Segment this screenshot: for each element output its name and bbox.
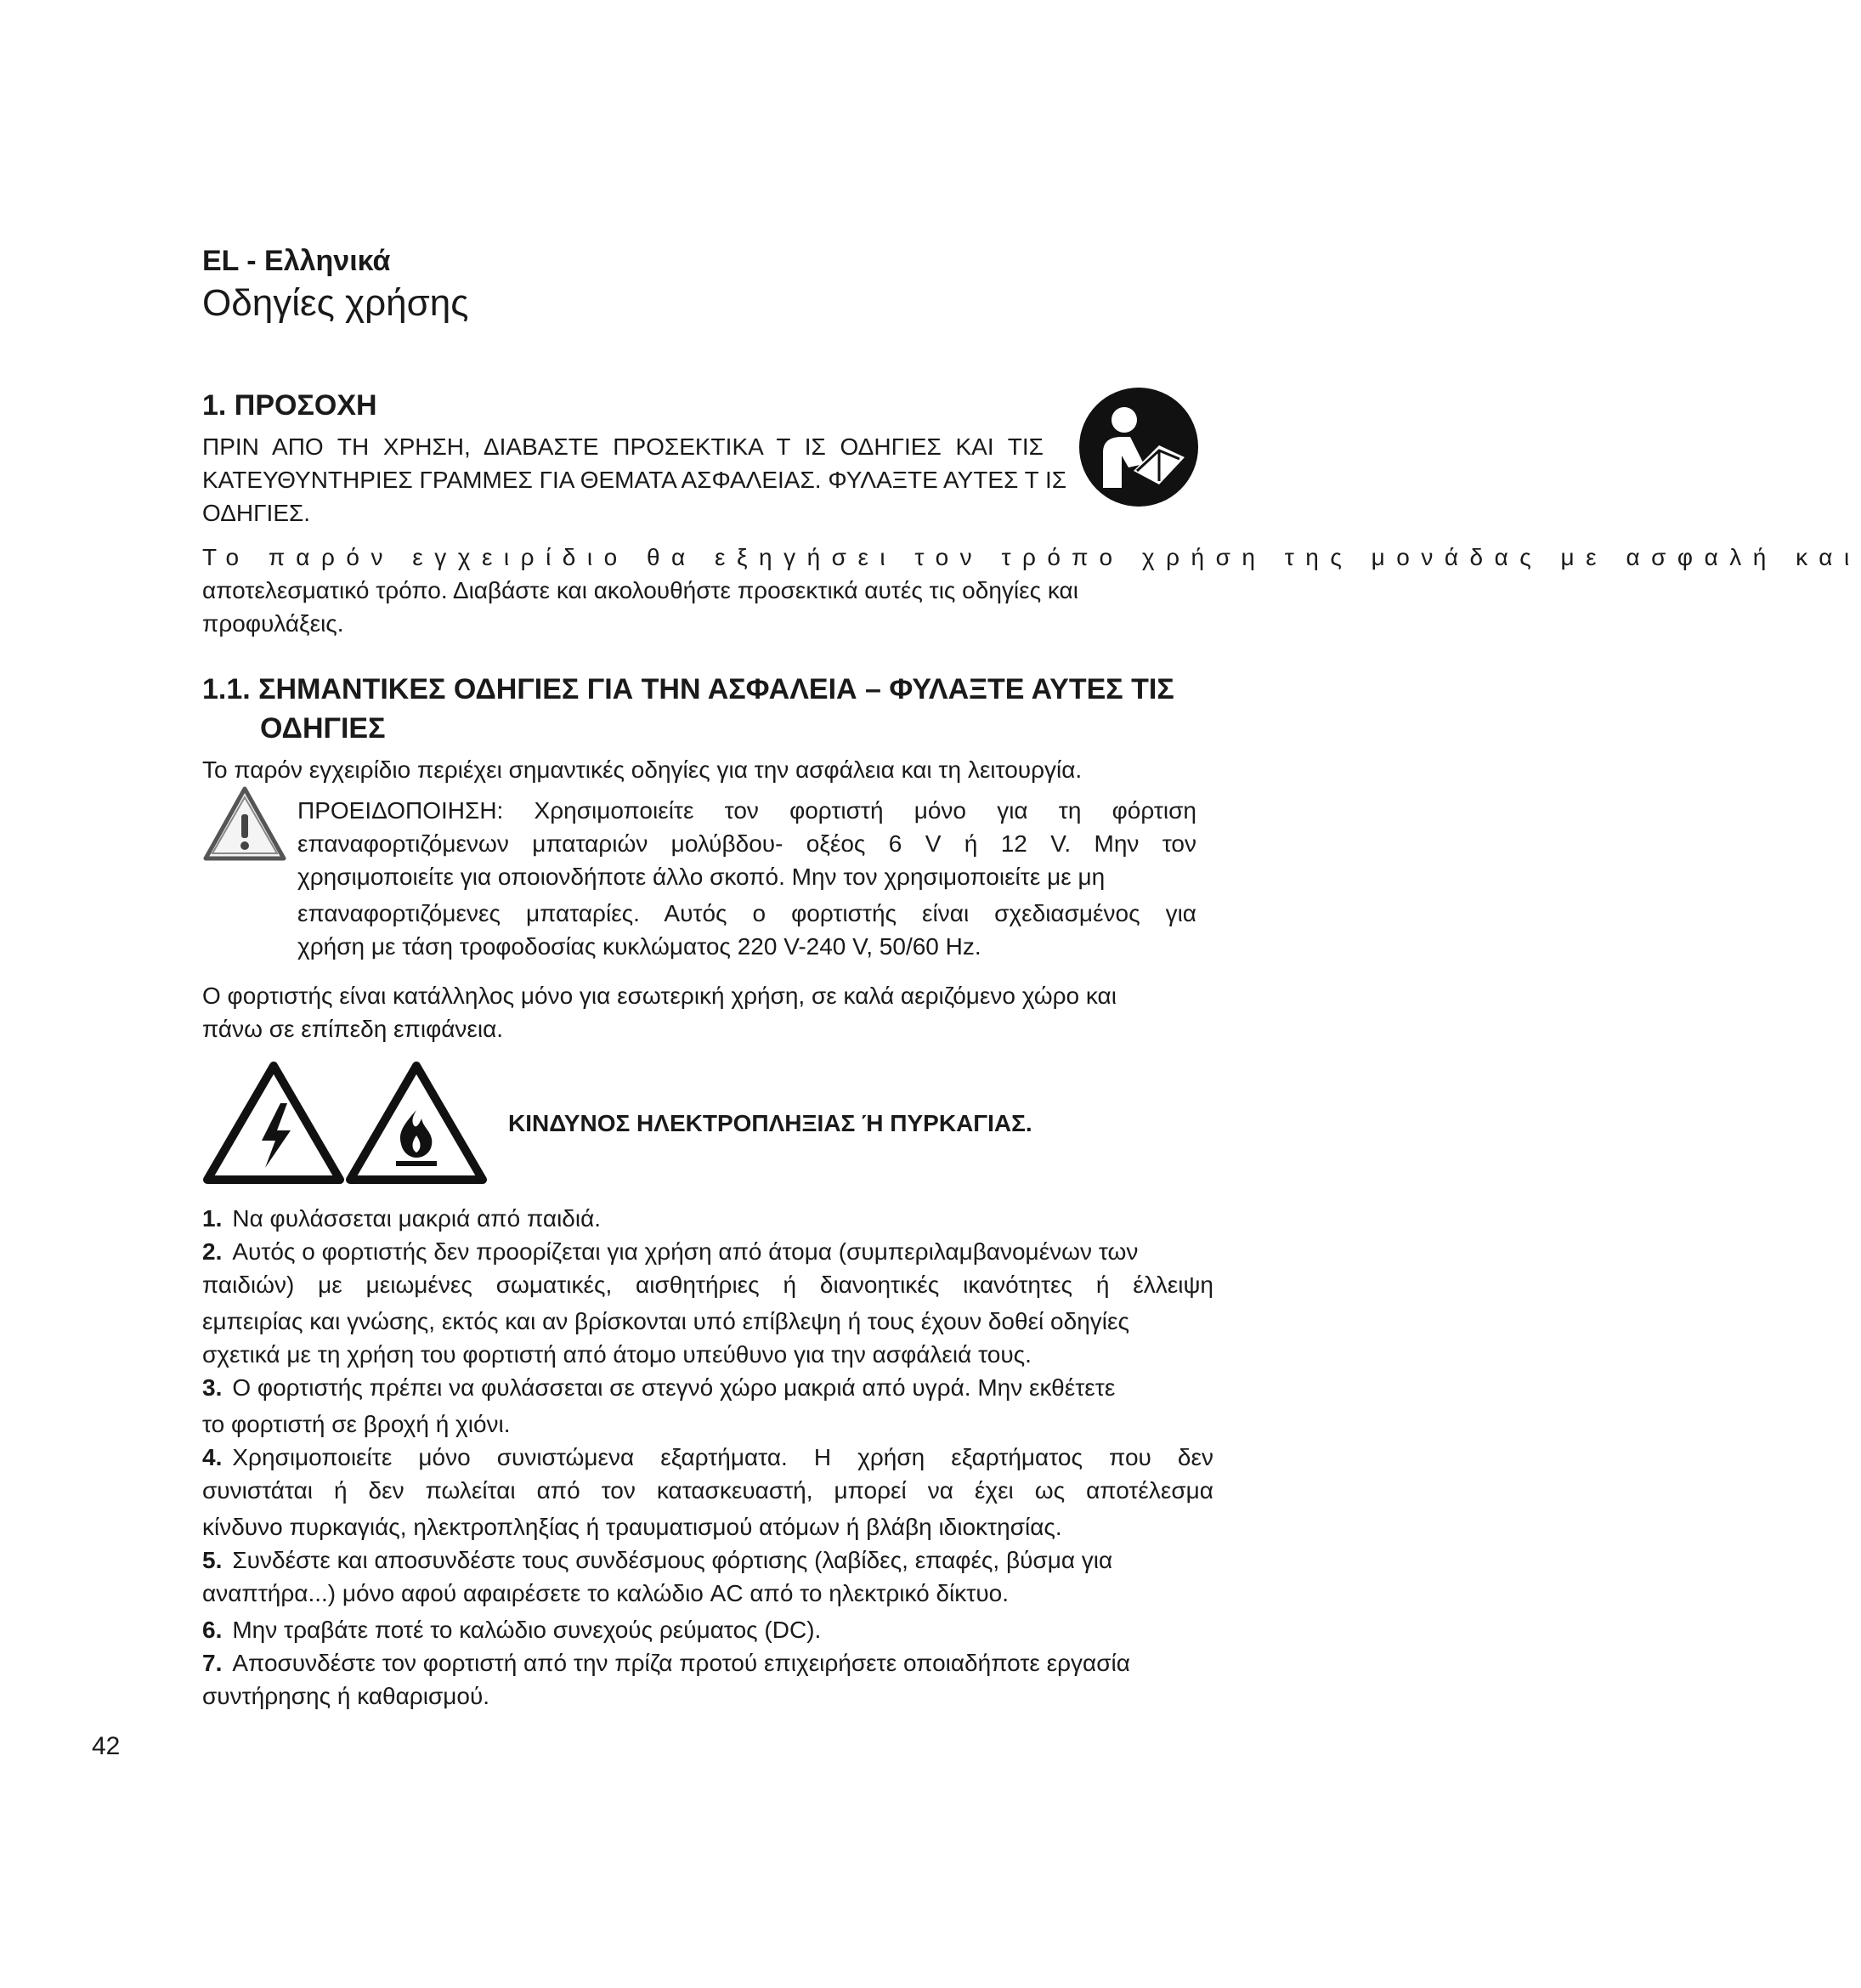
list-number: 4. [202, 1444, 223, 1470]
warning-line-2: επαναφορτιζόμενων μπαταριών μολύβδου- οξέος 6 V ή 12 V. Μην τον [297, 830, 1196, 857]
warning-triangle-icon [202, 785, 287, 862]
list-item [202, 1613, 821, 1646]
section-heading-caution: 1. ΠΡΟΣΟΧΗ [202, 389, 377, 422]
section-heading-safety: 1.1. ΣΗΜΑΝΤΙΚΕΣ ΟΔΗΓΙΕΣ ΓΙΑ ΤΗΝ ΑΣΦΑΛΕΙΑ – ΦΥΛΑΞΤΕ ΑΥΤΕΣ ΤΙΣ [202, 673, 1174, 705]
section-heading-safety-cont: ΟΔΗΓΙΕΣ [260, 712, 386, 745]
list-text-cont: αναπτήρα...) μόνο αφού αφαιρέσετε το καλώδιο AC από το ηλεκτρικό δίκτυο. [202, 1580, 1010, 1606]
caution-line-2: ΚΑΤΕΥΘΥΝΤΗΡΙΕΣ ΓΡΑΜΜΕΣ ΓΙΑ ΘΕΜΑΤΑ ΑΣΦΑΛΕΙΑΣ. ΦΥΛΑΞΤΕ ΑΥΤΕΣ Τ ΙΣ [202, 467, 1067, 493]
page-number: 42 [92, 1732, 121, 1760]
electric-shock-hazard-icon [202, 1061, 345, 1185]
indoor-line-2: πάνω σε επίπεδη επιφάνεια. [202, 1016, 504, 1042]
list-text-cont: παιδιών) με μειωμένες σωματικές, αισθητήριες ή διανοητικές ικανότητες ή έλλειψη [202, 1272, 1213, 1298]
list-item [202, 1441, 1213, 1474]
warning-line-4: επαναφορτιζόμενες μπαταρίες. Αυτός ο φορτιστής είναι σχεδιασμένος για [297, 900, 1196, 926]
intro-line-2: αποτελεσματικό τρόπο. Διαβάστε και ακολουθήστε προσεκτικά αυτές τις οδηγίες και [202, 577, 1078, 603]
list-item [202, 1646, 1130, 1679]
list-number: 1. [202, 1205, 223, 1232]
list-item [202, 1235, 1138, 1268]
list-number: 2. [202, 1238, 223, 1265]
document-title: Οδηγίες χρήσης [202, 282, 469, 324]
list-text: Συνδέστε και αποσυνδέστε τους συνδέσμους φόρτισης (λαβίδες, επαφές, βύσμα για [232, 1547, 1113, 1573]
caution-line-3: ΟΔΗΓΙΕΣ. [202, 500, 311, 526]
list-text: Ο φορτιστής πρέπει να φυλάσσεται σε στεγνό χώρο μακριά από υγρά. Μην εκθέτετε [232, 1374, 1116, 1401]
list-item [202, 1202, 601, 1235]
intro-line-3: προφυλάξεις. [202, 610, 344, 637]
list-text: Μην τραβάτε ποτέ το καλώδιο συνεχούς ρεύματος (DC). [232, 1617, 822, 1643]
list-text-cont: κίνδυνο πυρκαγιάς, ηλεκτροπληξίας ή τραυματισμού ατόμων ή βλάβη ιδιοκτησίας. [202, 1514, 1062, 1540]
list-number: 7. [202, 1650, 223, 1676]
list-text-cont: το φορτιστή σε βροχή ή χιόνι. [202, 1411, 511, 1437]
warning-line-3: χρησιμοποιείτε για οποιονδήποτε άλλο σκοπό. Μην τον χρησιμοποιείτε με μη [297, 864, 1106, 890]
list-item [202, 1543, 1112, 1577]
list-text: Αποσυνδέστε τον φορτιστή από την πρίζα προτού επιχειρήσετε οποιαδήποτε εργασία [232, 1650, 1130, 1676]
list-text-cont: σχετικά με τη χρήση του φορτιστή από άτομο υπεύθυνο για την ασφάλειά τους. [202, 1341, 1032, 1368]
list-text-cont: εμπειρίας και γνώσης, εκτός και αν βρίσκονται υπό επίβλεψη ή τους έχουν δοθεί οδηγίες [202, 1308, 1129, 1334]
list-text-cont: συνιστάται ή δεν πωλείται από τον κατασκευαστή, μπορεί να έχει ως αποτέλεσμα [202, 1477, 1213, 1504]
intro-line-1: Το παρόν εγχειρίδιο θα εξηγήσει τον τρόπο χρήση της μονάδας με ασφαλή και [202, 544, 1861, 570]
indoor-line-1: Ο φορτιστής είναι κατάλληλος μόνο για εσωτερική χρήση, σε καλά αεριζόμενο χώρο και [202, 983, 1117, 1009]
warning-line-5: χρήση με τάση τροφοδοσίας κυκλώματος 220 V-240 V, 50/60 Hz. [297, 933, 981, 960]
list-text: Να φυλάσσεται μακριά από παιδιά. [232, 1205, 602, 1232]
language-label: EL - Ελληνικά [202, 245, 391, 277]
list-number: 3. [202, 1374, 223, 1401]
list-number: 6. [202, 1617, 223, 1643]
list-item [202, 1371, 1115, 1404]
fire-hazard-icon [345, 1061, 488, 1185]
caution-line-1: ΠΡΙΝ ΑΠΟ ΤΗ ΧΡΗΣΗ, ΔΙΑΒΑΣΤΕ ΠΡΟΣΕΚΤΙΚΑ Τ ΙΣ ΟΔΗΓΙΕΣ ΚΑΙ ΤΙΣ [202, 433, 1044, 460]
warning-line-1: ΠΡΟΕΙΔΟΠΟΙΗΣΗ: Χρησιμοποιείτε τον φορτιστή μόνο για τη φόρτιση [297, 797, 1196, 824]
list-number: 5. [202, 1547, 223, 1573]
safety-lead: Το παρόν εγχειρίδιο περιέχει σημαντικές οδηγίες για την ασφάλεια και τη λειτουργία. [202, 756, 1083, 783]
list-text-cont: συντήρησης ή καθαρισμού. [202, 1683, 490, 1709]
list-text: Αυτός ο φορτιστής δεν προορίζεται για χρήση από άτομα (συμπεριλαμβανομένων των [232, 1238, 1139, 1265]
list-text: Χρησιμοποιείτε μόνο συνιστώμενα εξαρτήματα. Η χρήση εξαρτήματος που δεν [232, 1444, 1213, 1470]
danger-label: ΚΙΝΔΥΝΟΣ ΗΛΕΚΤΡΟΠΛΗΞΙΑΣ Ή ΠΥΡΚΑΓΙΑΣ. [508, 1110, 1032, 1136]
read-manual-icon [1078, 386, 1200, 508]
